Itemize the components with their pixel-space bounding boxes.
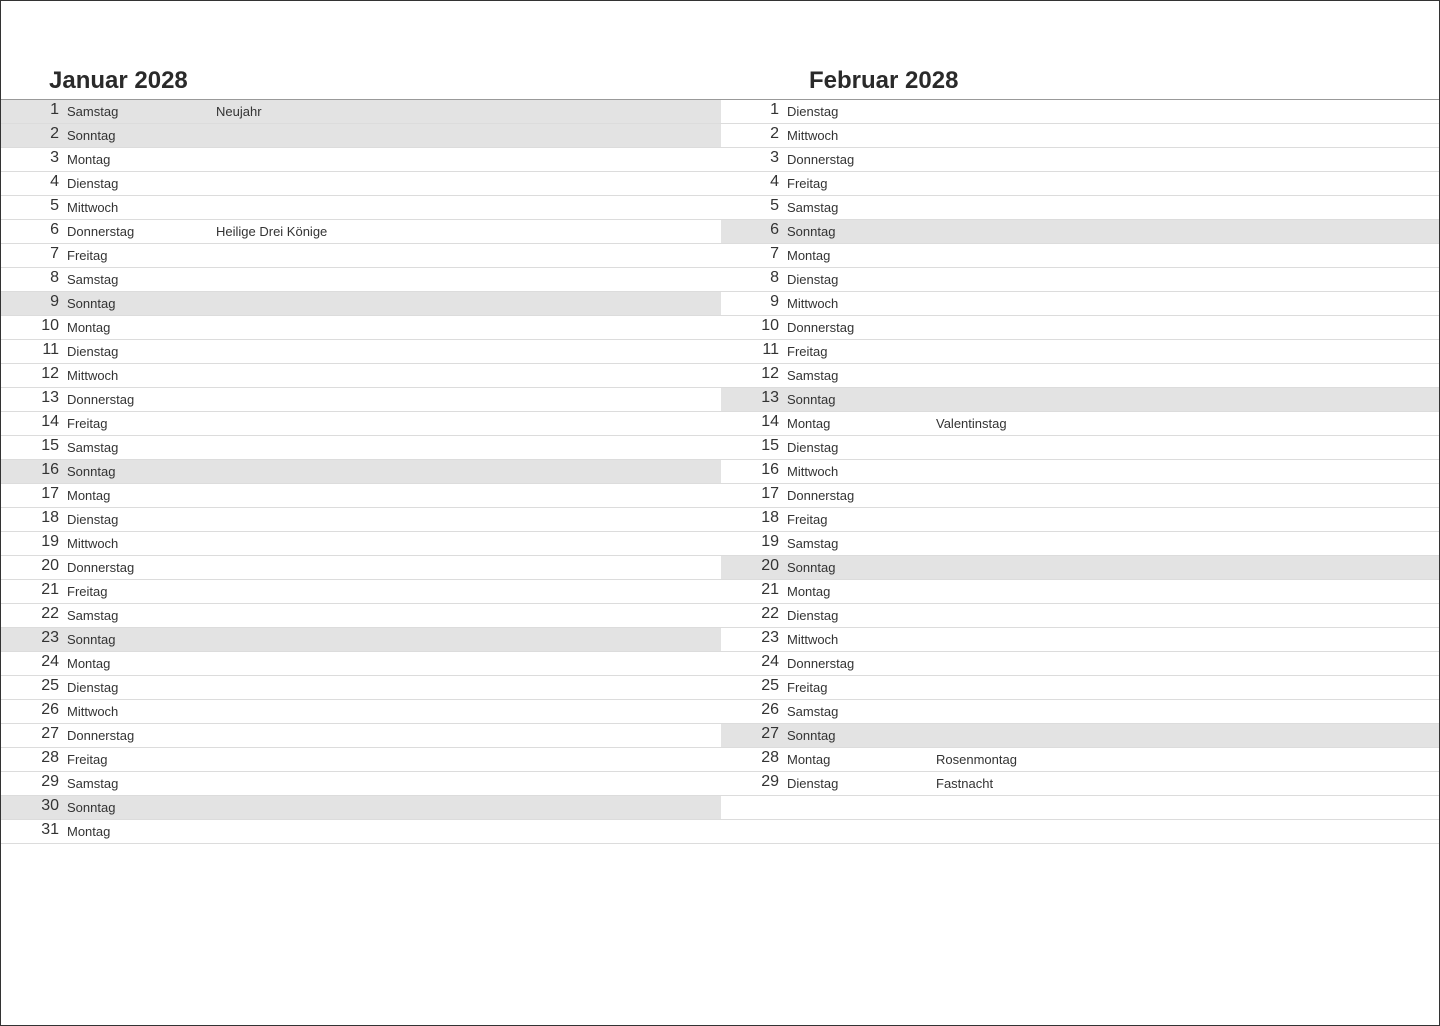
day-row [721, 196, 1439, 220]
day-row [1, 580, 721, 604]
weekday-name: Sonntag [67, 632, 116, 647]
day-number: 6 [50, 221, 59, 238]
day-number: 13 [41, 389, 59, 406]
day-number: 1 [770, 101, 779, 118]
day-row [721, 724, 1439, 748]
weekday-name: Montag [787, 248, 831, 263]
day-row [1, 436, 721, 460]
day-number: 23 [41, 629, 59, 646]
day-row [1, 772, 721, 796]
day-number: 13 [761, 389, 779, 406]
day-number: 26 [761, 701, 779, 718]
day-number: 15 [761, 437, 779, 454]
day-row [1, 604, 721, 628]
weekday-name: Dienstag [787, 608, 839, 623]
day-row [1, 460, 721, 484]
weekday-name: Donnerstag [67, 392, 135, 407]
day-row [721, 388, 1439, 412]
month-column-january [1, 99, 721, 844]
weekday-name: Sonntag [787, 224, 836, 239]
day-row [721, 676, 1439, 700]
day-number: 31 [41, 821, 59, 838]
day-number: 28 [41, 749, 59, 766]
day-row [721, 364, 1439, 388]
day-number: 28 [761, 749, 779, 766]
weekday-name: Mittwoch [787, 632, 839, 647]
weekday-name: Sonntag [787, 560, 836, 575]
weekday-name: Freitag [67, 752, 108, 767]
day-number: 5 [50, 197, 59, 214]
day-row [721, 652, 1439, 676]
weekday-name: Sonntag [787, 728, 836, 743]
weekday-name: Mittwoch [67, 536, 119, 551]
holiday-label: Neujahr [216, 104, 262, 119]
day-row [1, 364, 721, 388]
day-number: 21 [41, 581, 59, 598]
day-row [721, 772, 1439, 796]
day-row [721, 148, 1439, 172]
day-number: 6 [770, 221, 779, 238]
weekday-name: Montag [67, 320, 111, 335]
day-row [1, 292, 721, 316]
day-number: 11 [42, 341, 59, 358]
weekday-name: Donnerstag [67, 728, 135, 743]
weekday-name: Mittwoch [787, 464, 839, 479]
day-row [721, 436, 1439, 460]
day-row [1, 556, 721, 580]
weekday-name: Donnerstag [67, 560, 135, 575]
weekday-name: Montag [67, 488, 111, 503]
day-number: 3 [770, 149, 779, 166]
month-title-january: Januar 2028 [49, 67, 188, 94]
weekday-name: Donnerstag [787, 656, 855, 671]
day-number: 14 [41, 413, 59, 430]
weekday-name: Samstag [67, 440, 119, 455]
weekday-name: Dienstag [67, 680, 119, 695]
day-row [721, 172, 1439, 196]
weekday-name: Sonntag [787, 392, 836, 407]
day-number: 8 [50, 269, 59, 286]
day-number: 21 [761, 581, 779, 598]
day-row [1, 412, 721, 436]
day-row [1, 340, 721, 364]
weekday-name: Samstag [787, 200, 839, 215]
day-number: 2 [770, 125, 779, 142]
day-row [1, 796, 721, 820]
day-number: 2 [50, 125, 59, 142]
day-number: 29 [41, 773, 59, 790]
day-number: 4 [50, 173, 59, 190]
weekday-name: Montag [67, 152, 111, 167]
weekday-name: Freitag [67, 248, 108, 263]
day-number: 24 [41, 653, 59, 670]
day-number: 18 [41, 509, 59, 526]
day-number: 16 [41, 461, 59, 478]
weekday-name: Freitag [67, 584, 108, 599]
day-number: 20 [41, 557, 59, 574]
weekday-name: Donnerstag [787, 152, 855, 167]
weekday-name: Donnerstag [787, 320, 855, 335]
day-row [1, 676, 721, 700]
day-row [721, 604, 1439, 628]
weekday-name: Samstag [67, 608, 119, 623]
day-number: 15 [41, 437, 59, 454]
day-row [1, 652, 721, 676]
day-row [1, 508, 721, 532]
day-number: 17 [761, 485, 779, 502]
day-row [721, 292, 1439, 316]
day-row [1, 268, 721, 292]
holiday-label: Rosenmontag [936, 752, 1017, 767]
day-row [1, 124, 721, 148]
day-row [721, 340, 1439, 364]
day-row [1, 628, 721, 652]
weekday-name: Montag [787, 752, 831, 767]
day-row [1, 748, 721, 772]
day-row [721, 268, 1439, 292]
day-row [721, 628, 1439, 652]
day-number: 7 [50, 245, 59, 262]
day-row [1, 532, 721, 556]
day-number: 23 [761, 629, 779, 646]
day-number: 25 [761, 677, 779, 694]
day-number: 8 [770, 269, 779, 286]
day-number: 25 [41, 677, 59, 694]
weekday-name: Sonntag [67, 800, 116, 815]
day-number: 12 [761, 365, 779, 382]
day-number: 27 [41, 725, 59, 742]
day-row [721, 100, 1439, 124]
day-row [1, 220, 721, 244]
weekday-name: Mittwoch [67, 200, 119, 215]
weekday-name: Donnerstag [67, 224, 135, 239]
day-number: 3 [50, 149, 59, 166]
weekday-name: Montag [787, 416, 831, 431]
day-number: 22 [41, 605, 59, 622]
day-number: 1 [50, 101, 59, 118]
day-number: 11 [762, 341, 779, 358]
weekday-name: Samstag [787, 368, 839, 383]
day-row [1, 484, 721, 508]
day-row [721, 316, 1439, 340]
day-number: 10 [41, 317, 59, 334]
day-number: 5 [770, 197, 779, 214]
weekday-name: Sonntag [67, 128, 116, 143]
weekday-name: Dienstag [67, 344, 119, 359]
day-row [721, 508, 1439, 532]
weekday-name: Dienstag [787, 272, 839, 287]
day-number: 9 [770, 293, 779, 310]
day-number: 19 [761, 533, 779, 550]
day-number: 10 [761, 317, 779, 334]
weekday-name: Montag [787, 584, 831, 599]
weekday-name: Dienstag [787, 104, 839, 119]
day-number: 18 [761, 509, 779, 526]
weekday-name: Mittwoch [787, 128, 839, 143]
day-row [721, 700, 1439, 724]
day-row [1, 244, 721, 268]
day-row [721, 484, 1439, 508]
day-row [1, 100, 721, 124]
day-number: 30 [41, 797, 59, 814]
day-number: 17 [41, 485, 59, 502]
weekday-name: Sonntag [67, 296, 116, 311]
day-number: 24 [761, 653, 779, 670]
day-row [721, 556, 1439, 580]
day-row [1, 724, 721, 748]
day-row [721, 244, 1439, 268]
day-number: 22 [761, 605, 779, 622]
weekday-name: Montag [67, 656, 111, 671]
weekday-name: Freitag [787, 512, 828, 527]
day-number: 12 [41, 365, 59, 382]
weekday-name: Dienstag [787, 776, 839, 791]
weekday-name: Dienstag [787, 440, 839, 455]
weekday-name: Mittwoch [787, 296, 839, 311]
day-row [1, 700, 721, 724]
day-row [1, 172, 721, 196]
weekday-name: Samstag [67, 104, 119, 119]
empty-row [721, 796, 1439, 820]
day-row [721, 748, 1439, 772]
weekday-name: Mittwoch [67, 704, 119, 719]
day-row [1, 148, 721, 172]
day-number: 27 [761, 725, 779, 742]
day-row [1, 316, 721, 340]
weekday-name: Samstag [787, 704, 839, 719]
month-column-february [721, 99, 1439, 844]
day-row [1, 196, 721, 220]
day-row [721, 580, 1439, 604]
day-row [721, 124, 1439, 148]
holiday-label: Heilige Drei Könige [216, 224, 328, 239]
day-number: 9 [50, 293, 59, 310]
weekday-name: Montag [67, 824, 111, 839]
weekday-name: Samstag [787, 536, 839, 551]
weekday-name: Samstag [67, 776, 119, 791]
holiday-label: Valentinstag [936, 416, 1007, 431]
day-row [721, 532, 1439, 556]
day-number: 19 [41, 533, 59, 550]
day-row [1, 388, 721, 412]
day-row [721, 412, 1439, 436]
empty-row [721, 820, 1439, 844]
weekday-name: Freitag [787, 344, 828, 359]
day-number: 4 [770, 173, 779, 190]
weekday-name: Donnerstag [787, 488, 855, 503]
day-row [1, 820, 721, 844]
weekday-name: Freitag [787, 176, 828, 191]
holiday-label: Fastnacht [936, 776, 994, 791]
day-row [721, 460, 1439, 484]
day-number: 29 [761, 773, 779, 790]
day-number: 7 [770, 245, 779, 262]
day-number: 20 [761, 557, 779, 574]
weekday-name: Freitag [67, 416, 108, 431]
weekday-name: Sonntag [67, 464, 116, 479]
day-number: 14 [761, 413, 779, 430]
day-number: 26 [41, 701, 59, 718]
weekday-name: Dienstag [67, 176, 119, 191]
weekday-name: Dienstag [67, 512, 119, 527]
weekday-name: Samstag [67, 272, 119, 287]
month-title-february: Februar 2028 [809, 67, 959, 94]
weekday-name: Mittwoch [67, 368, 119, 383]
day-row [721, 220, 1439, 244]
weekday-name: Freitag [787, 680, 828, 695]
day-number: 16 [761, 461, 779, 478]
